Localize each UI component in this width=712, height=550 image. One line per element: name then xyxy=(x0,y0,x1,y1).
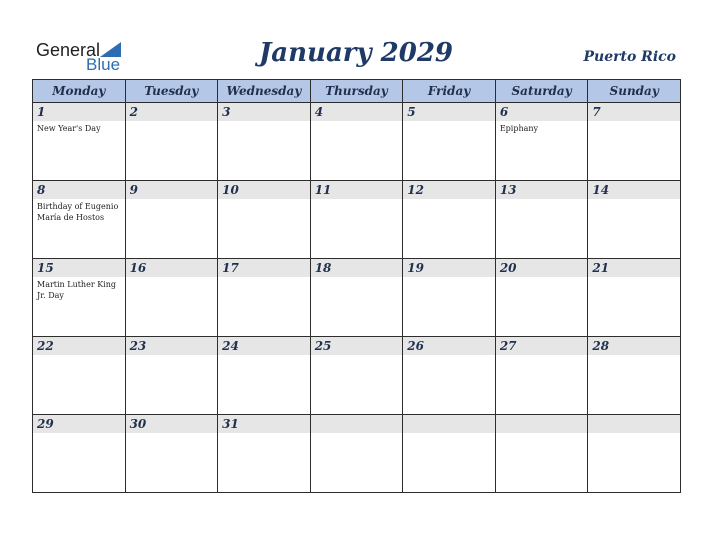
day-number: 29 xyxy=(33,415,125,433)
holiday-label xyxy=(218,433,310,435)
day-cell xyxy=(33,259,126,337)
day-cell xyxy=(495,259,588,337)
day-cell xyxy=(495,337,588,415)
day-number: 4 xyxy=(311,103,403,121)
holiday-label xyxy=(126,277,218,279)
holiday-label xyxy=(33,433,125,435)
weekday-header: Thursday xyxy=(310,80,403,103)
day-number: 17 xyxy=(218,259,310,277)
day-cell xyxy=(495,415,588,493)
calendar-grid xyxy=(32,79,681,493)
day-cell xyxy=(33,337,126,415)
day-number xyxy=(496,415,588,433)
day-number: 25 xyxy=(311,337,403,355)
day-cell xyxy=(33,181,126,259)
day-cell xyxy=(218,259,311,337)
holiday-label xyxy=(496,277,588,279)
day-number: 10 xyxy=(218,181,310,199)
week-row xyxy=(33,103,681,181)
holiday-label xyxy=(218,199,310,201)
week-row xyxy=(33,181,681,259)
holiday-label xyxy=(588,433,680,435)
holiday-label xyxy=(311,121,403,123)
day-cell xyxy=(588,181,681,259)
day-cell xyxy=(310,181,403,259)
day-number xyxy=(311,415,403,433)
weekday-header-row xyxy=(33,80,681,103)
day-number xyxy=(588,415,680,433)
week-row xyxy=(33,337,681,415)
day-number: 23 xyxy=(126,337,218,355)
logo-blue-text: Blue xyxy=(86,55,121,74)
day-cell xyxy=(33,415,126,493)
holiday-label xyxy=(496,433,588,435)
day-number: 28 xyxy=(588,337,680,355)
weekday-header: Monday xyxy=(33,80,126,103)
holiday-label: New Year's Day xyxy=(37,124,101,133)
day-cell xyxy=(403,181,496,259)
day-number: 2 xyxy=(126,103,218,121)
day-number: 19 xyxy=(403,259,495,277)
day-number: 9 xyxy=(126,181,218,199)
holiday-label xyxy=(218,121,310,123)
day-cell xyxy=(403,337,496,415)
holiday-label xyxy=(33,355,125,357)
day-number: 30 xyxy=(126,415,218,433)
week-row xyxy=(33,259,681,337)
holiday-label xyxy=(588,355,680,357)
day-number: 20 xyxy=(496,259,588,277)
day-cell xyxy=(310,259,403,337)
logo-general-text: General xyxy=(36,40,101,60)
day-cell xyxy=(588,415,681,493)
day-number: 22 xyxy=(33,337,125,355)
day-number: 15 xyxy=(33,259,125,277)
holiday-label xyxy=(588,121,680,123)
day-number: 8 xyxy=(33,181,125,199)
day-number: 7 xyxy=(588,103,680,121)
holiday-label xyxy=(311,199,403,201)
holiday-label xyxy=(126,355,218,357)
day-cell xyxy=(403,103,496,181)
week-row xyxy=(33,415,681,493)
day-number: 18 xyxy=(311,259,403,277)
holiday-label xyxy=(403,199,495,201)
weekday-header: Wednesday xyxy=(218,80,311,103)
weekday-header: Saturday xyxy=(495,80,588,103)
day-number: 5 xyxy=(403,103,495,121)
day-cell xyxy=(403,415,496,493)
day-cell xyxy=(125,259,218,337)
holiday-label: Birthday of Eugenio María de Hostos xyxy=(37,202,119,222)
day-cell xyxy=(588,103,681,181)
day-cell xyxy=(588,259,681,337)
holiday-label xyxy=(126,433,218,435)
holiday-label xyxy=(311,433,403,435)
day-cell xyxy=(125,103,218,181)
day-cell xyxy=(33,103,126,181)
holiday-label xyxy=(311,277,403,279)
holiday-label xyxy=(496,199,588,201)
day-number: 12 xyxy=(403,181,495,199)
day-number xyxy=(403,415,495,433)
holiday-label: Martin Luther King Jr. Day xyxy=(37,280,116,300)
day-number: 26 xyxy=(403,337,495,355)
day-number: 31 xyxy=(218,415,310,433)
day-number: 24 xyxy=(218,337,310,355)
day-cell xyxy=(588,337,681,415)
day-number: 21 xyxy=(588,259,680,277)
day-cell xyxy=(403,259,496,337)
weekday-header: Sunday xyxy=(588,80,681,103)
holiday-label xyxy=(218,355,310,357)
day-cell xyxy=(495,103,588,181)
day-cell xyxy=(310,337,403,415)
holiday-label xyxy=(311,355,403,357)
holiday-label: Epiphany xyxy=(499,124,539,133)
day-cell xyxy=(218,103,311,181)
day-cell xyxy=(125,337,218,415)
holiday-label xyxy=(403,121,495,123)
holiday-label xyxy=(496,355,588,357)
holiday-label xyxy=(126,121,218,123)
holiday-label xyxy=(588,277,680,279)
day-number: 27 xyxy=(496,337,588,355)
day-cell xyxy=(125,415,218,493)
day-cell xyxy=(495,181,588,259)
day-cell xyxy=(218,337,311,415)
holiday-label xyxy=(403,355,495,357)
day-number: 1 xyxy=(33,103,125,121)
day-number: 3 xyxy=(218,103,310,121)
holiday-label xyxy=(218,277,310,279)
day-cell xyxy=(310,103,403,181)
day-cell xyxy=(310,415,403,493)
region-label: Puerto Rico xyxy=(583,49,676,65)
day-number: 11 xyxy=(311,181,403,199)
day-cell xyxy=(218,415,311,493)
holiday-label xyxy=(126,199,218,201)
calendar-body xyxy=(33,103,681,493)
day-number: 16 xyxy=(126,259,218,277)
day-number: 6 xyxy=(496,103,588,121)
holiday-label xyxy=(403,433,495,435)
day-cell xyxy=(125,181,218,259)
day-number: 14 xyxy=(588,181,680,199)
calendar-title: January 2029 xyxy=(258,38,454,68)
holiday-label xyxy=(588,199,680,201)
holiday-label xyxy=(403,277,495,279)
day-cell xyxy=(218,181,311,259)
weekday-header: Tuesday xyxy=(125,80,218,103)
day-number: 13 xyxy=(496,181,588,199)
weekday-header: Friday xyxy=(403,80,496,103)
